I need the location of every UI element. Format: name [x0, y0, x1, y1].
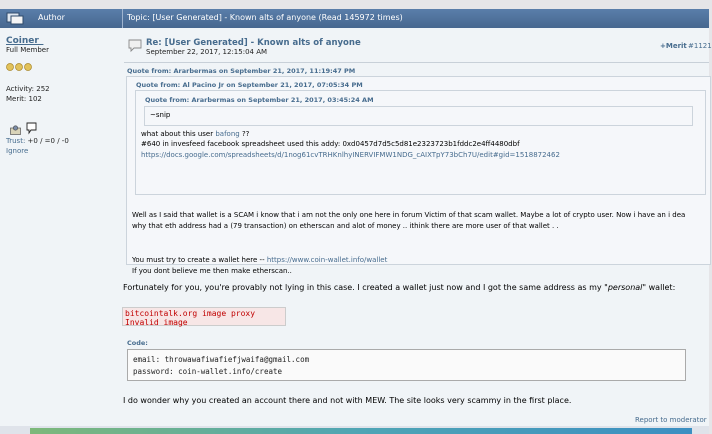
spreadsheet-link[interactable]: https://docs.google.com/spreadsheets/d/1nog61cvTRHKnlhyINERVIFMW1NDG_cAIXTpY73bCh7U/edit#gid=1518872462 [141, 151, 560, 159]
user-link-bafong[interactable]: bafong [215, 130, 240, 138]
post-content [122, 28, 712, 426]
star-icon [15, 56, 23, 64]
author-column-label: Author [38, 13, 65, 22]
username-link[interactable]: Coiner_ [6, 36, 44, 46]
profile-icon[interactable] [10, 125, 21, 135]
wallet-link[interactable]: https://www.coin-wallet.info/wallet [266, 256, 388, 264]
quote-text-line: You must try to create a wallet here -- https://www.coin-wallet.info/wallet [132, 256, 388, 264]
quote-header-2[interactable]: Quote from: Al Pacino Jr on September 21, 2017, 07:05:34 PM [136, 81, 363, 89]
proxy-text: bitcointalk.org image proxy [125, 309, 256, 318]
ignore-link[interactable]: Ignore [6, 147, 29, 155]
topic-title: Topic: [User Generated] - Known alts of anyone (Read 145972 times) [127, 13, 403, 22]
proxy-error-text: Invalid image [125, 318, 188, 327]
trust-score [6, 137, 69, 145]
merit-button[interactable]: +Merit [660, 42, 687, 50]
code-block [127, 349, 686, 381]
quote-header-1[interactable]: Quote from: Ararbermas on September 21, 2017, 11:19:47 PM [127, 67, 356, 75]
post-paragraph-1: Fortunately for you, you're provably not lying in this case. I created a wallet just now and I got the same address as my "personal" wallet: [123, 283, 676, 292]
thread-header [0, 9, 709, 28]
post-date: September 22, 2017, 12:15:04 AM [146, 48, 268, 56]
quote-header-3[interactable]: Quote from: Ararbermas on September 21, 2017, 03:45:24 AM [145, 96, 374, 104]
message-icon[interactable] [26, 122, 37, 134]
trust-link[interactable]: Trust: [6, 137, 26, 145]
quote-text-line: If you dont believe me then make etherscan.. [132, 267, 292, 275]
code-header: Code: [127, 339, 148, 347]
quote-text-line: why that eth address had a (79 transaction) on etherscan and alot of money .. ithink there are more user of that wallet . . [132, 222, 559, 230]
star-icon [24, 56, 32, 64]
user-activity: Activity: 252 [6, 85, 50, 93]
invalid-image-placeholder [122, 307, 286, 326]
post [0, 28, 712, 426]
code-line: email: throwawafiwafiefjwaifa@gmail.com [133, 355, 310, 364]
code-line: password: coin-wallet.info/create [133, 367, 283, 376]
post-divider [124, 62, 709, 63]
topic-icon [6, 12, 24, 25]
post-number-link[interactable]: #1121 [688, 42, 712, 50]
trust-value: +0 / =0 / -0 [27, 137, 69, 145]
next-post-strip [0, 426, 709, 434]
rank-stars [6, 56, 33, 75]
quote-box-3 [144, 106, 693, 126]
report-to-moderator-link[interactable]: Report to moderator [635, 416, 707, 424]
header-divider [122, 9, 123, 28]
post-title-link[interactable]: Re: [User Generated] - Known alts of anyone [146, 38, 361, 48]
post-paragraph-2: I do wonder why you created an account there and not with MEW. The site looks very scammy in the first place. [123, 396, 572, 405]
post-icon [128, 38, 142, 52]
quote-box-2 [135, 90, 706, 195]
user-merit: Merit: 102 [6, 95, 42, 103]
quote-text-line: what about this user bafong ?? [141, 130, 250, 138]
user-rank: Full Member [6, 46, 49, 54]
quote-text-line: Well as I said that wallet is a SCAM i know that i am not the only one here in forum Victim of that scam wallet. Maybe a lot of crypto user. Now i have an i dea [132, 211, 686, 219]
banner-strip [30, 428, 692, 434]
star-icon [6, 56, 14, 64]
quote-snip-text: ~snip [150, 111, 171, 119]
quote-box-1 [126, 76, 711, 275]
quote-text-line: #640 in invesfeed facebook spreadsheet used this addy: 0xd0457d7d5c5d81e2323723b1fddc2e4ff4480dbf [141, 140, 520, 148]
poster-info [0, 28, 122, 426]
